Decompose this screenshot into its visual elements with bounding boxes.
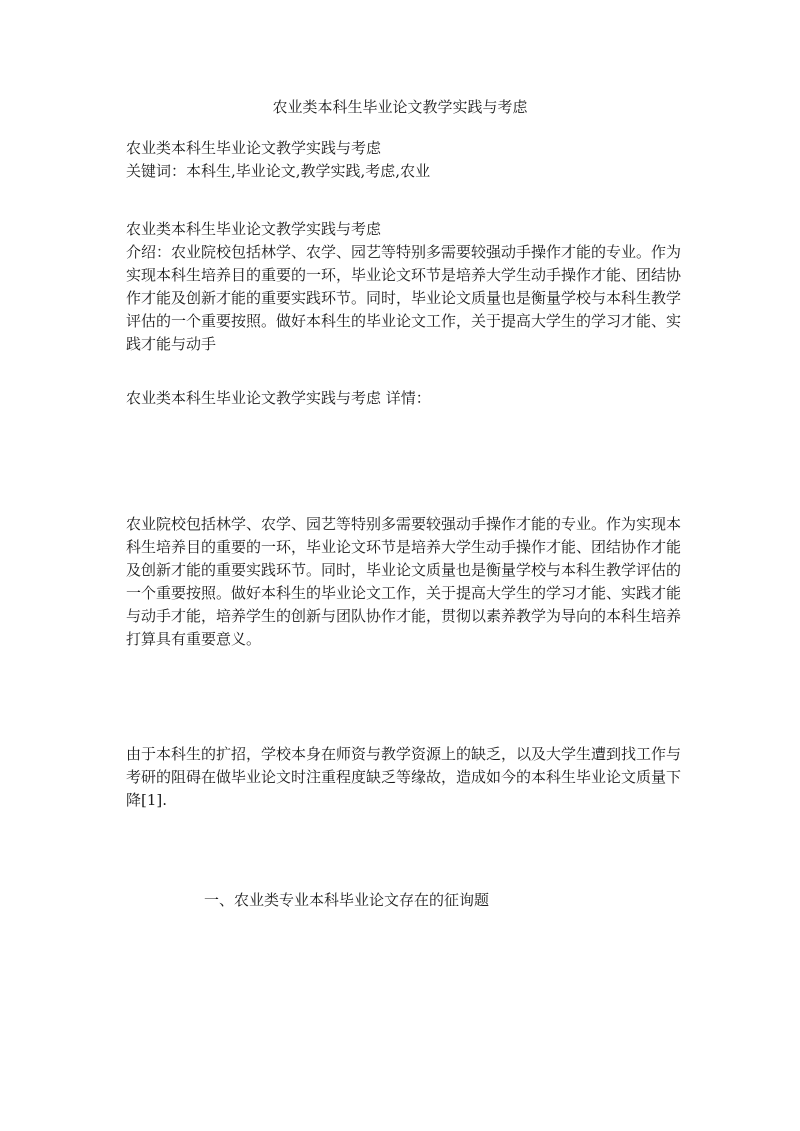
intro-block-title: 农业类本科生毕业论文教学实践与考虑 <box>126 220 382 238</box>
section-heading: 一、农业类专业本科毕业论文存在的征询题 <box>204 891 490 909</box>
keywords-line: 关键词：本科生,毕业论文,教学实践,考虑,农业 <box>126 162 431 180</box>
body-paragraph-1-text: 农业院校包括林学、农学、园艺等特别多需要较强动手操作才能的专业。作为实现本科生培养目的重要的一环，毕业论文环节是培养大学生动手操作才能、团结协作才能及创新才能的重要实践环节。同时，毕业论文质量也是衡量学校与本科生教学评估的一个重要按照。做好本科生的毕业论文工作，关于提高大学生的学习才能、实践才能与动手才能，培养学生的创新与团队协作才能，贯彻以素养教学为导向的本科生培养打算具有重要意义。 <box>126 515 682 648</box>
intro-text: 介绍：农业院校包括林学、农学、园艺等特别多需要较强动手操作才能的专业。作为实现本科生培养目的重要的一环，毕业论文环节是培养大学生动手操作才能、团结协作才能及创新才能的重要实践环节。同时，毕业论文质量也是衡量学校与本科生教学评估的一个重要按照。做好本科生的毕业论文工作，关于提高大学生的学习才能、实践才能与动手 <box>126 243 682 353</box>
body-paragraph-2 <box>126 743 681 812</box>
intro-block <box>126 218 681 356</box>
keywords-block <box>126 137 681 183</box>
document-title: 农业类本科生毕业论文教学实践与考虑 <box>272 98 528 116</box>
keywords-block-title: 农业类本科生毕业论文教学实践与考虑 <box>126 139 382 157</box>
body-paragraph-2-text: 由于本科生的扩招，学校本身在师资与教学资源上的缺乏，以及大学生遭到找工作与考研的阻碍在做毕业论文时注重程度缺乏等缘故，造成如今的本科生毕业论文质量下降[1]. <box>126 745 682 809</box>
detail-heading: 农业类本科生毕业论文教学实践与考虑 详情： <box>126 389 431 407</box>
body-paragraph-1 <box>126 513 681 651</box>
detail-heading-block <box>126 387 681 410</box>
